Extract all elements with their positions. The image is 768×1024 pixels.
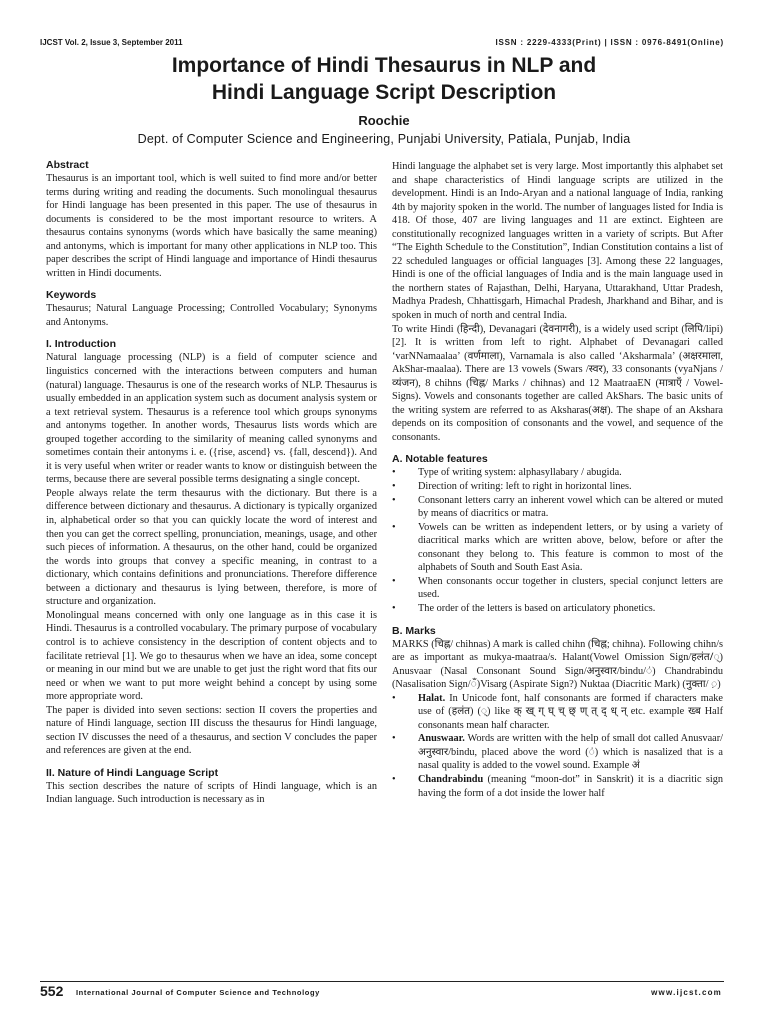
list-item: • The order of the letters is based on articulatory phonetics.	[392, 602, 723, 616]
definition: (meaning “moon-dot” in Sanskrit) it is a diacritic sign having the form of a dot inside the lower half	[418, 773, 723, 799]
marks-paragraph: MARKS (चिह्न/ chihnas) A mark is called chihn (चिह्न; chihna). Following chihn/s are as important as mukya-maatraa/s. Halant(Vowel Omission Sign/हलंत/्) Anusvaar (Nasal Consonant Sound Sign/अनुस्वार/bindu/ं) Chandrabindu (Nasalisation Sign/ँ)Visarg (Aspirate Sign?) Nuktaa (Diacritic Mark) (नुक्ता/ ़)	[392, 638, 723, 691]
body-paragraph: To write Hindi (हिन्दी), Devanagari (देवनागरी), is a widely used script (लिपि/lipi) [2]. It is written from left to right. Alphabet of Devanagari called ‘varNNamaalaa’ (वर्णमाला), Varnamala is also called ‘Aksharmala’ (अक्षरमाला, AkShar-maalaa). There are 13 vowels (Swars /स्वर), 33 consonants (vyaNjans /व्यंजन), 8 chihns (चिह्न/ Marks / chihnas) and 12 MaatraaEN (मात्राएँ / Vowel-Signs). Vowels and consonants together are called AkShars. The basic units of the writing system are referred to as Aksharas(अक्ष). The shape of an Akshara depends on its composition of consonants and the vowel, and sequence of the consonants.	[392, 323, 723, 443]
title-line-2: Hindi Language Script Description	[211, 81, 557, 104]
list-item: • Direction of writing: left to right in horizontal lines.	[392, 480, 723, 494]
list-item	[392, 732, 723, 773]
marks-list	[392, 692, 723, 800]
term: Anuswaar.	[418, 733, 465, 745]
title-line-1: Importance of Hindi Thesaurus in NLP and	[171, 54, 597, 77]
term: Chandrabindu	[418, 773, 484, 785]
introduction-paragraph: The paper is divided into seven sections: section II covers the properties and nature of Hindi language, section III discuss the thesaurus for Hindi language, section IV discusses the need of a thesaurus, and section V concludes the paper and references are given at the end.	[46, 704, 377, 757]
notable-features-list	[392, 466, 723, 615]
abstract-text: Thesaurus is an important tool, which is well suited to find more and/or better terms during writing and reading the documents. Such monolingual thesaurus for Hindi language has been presented in this paper. The use of thesaurus in documents is considered to be the most important resource to writers. A thesaurus contains synonyms (words which have basically the same meaning) and antonyms, which is important for many other applications in NLP too. This paper describes the script of Hindi language and importance of Hindi thesaurus written in Hindi documents.	[46, 173, 377, 279]
list-item: • Vowels can be written as independent letters, or by using a variety of diacritical marks which are written above, below, before or after the consonant they belong to. This feature is common to most of the alphabets of South and South East Asia.	[392, 521, 723, 575]
list-item: • Type of writing system: alphasyllabary / abugida.	[392, 466, 723, 480]
author-affiliation: Dept. of Computer Science and Engineering, Punjabi University, Patiala, Punjab, India	[137, 132, 631, 146]
paper-title	[0, 52, 768, 106]
definition: In Unicode font, half consonants are formed if characters make use of (हलंत) (्) like क् ख् ग् घ् च् छ् ण् त् द् ध् न् etc. example ख्ब Half consonants mean half character.	[418, 692, 723, 731]
list-item	[392, 773, 723, 800]
section-2-paragraph: This section describes the nature of scripts of Hindi language, which is an Indian language. Such introduction is necessary as in	[46, 780, 377, 806]
running-header-right: ISSN : 2229-4333(Print) | ISSN : 0976-8491(Online)	[495, 38, 724, 47]
term: Halat.	[418, 692, 446, 704]
author-name: Roochie	[358, 113, 410, 128]
section-2-heading: II. Nature of Hindi Language Script	[46, 766, 219, 779]
journal-website: www.ijcst.com	[651, 988, 722, 997]
page-number: 552	[40, 983, 64, 999]
introduction-paragraph: People always relate the term thesaurus with the dictionary. But there is a difference between dictionary and thesaurus. A dictionary is typically organized in, alphabetical order so that you can quickly locate the word of interest and then you can get the correct spelling, pronunciation, meanings, usage, and other such pieces of information. A thesaurus, on the other hand, could be organized the words into groups that convey a specific meaning, in contrast to a dictionary, which contains definitions and pronunciations. Therefore difference between a dictionary and thesaurus is lying between, therefore, is more of structure and organization.	[46, 487, 377, 608]
keywords-heading: Keywords	[46, 289, 97, 302]
footer-rule	[40, 981, 724, 982]
abstract-heading: Abstract	[46, 159, 89, 171]
right-column	[392, 160, 723, 800]
introduction-paragraph: Natural language processing (NLP) is a field of computer science and linguistics concerned with the interactions between computers and human (natural) language. Thesaurus is one of the research works of NLP. Thesaurus is usually embedded in an application system such as document analysis system or a text retrieval system. Thesaurus is a reference tool which groups synonyms and antonyms together. In another words, Thesaurus lists words which are grouped together according to the similarity of meaning called synonyms and sometimes contain their antonyms i. e. ({rise, ascend} vs. {fall, descend}). And it is very useful when writer or reader wants to know or distinguish between the terms, because there are several possible terms designating a single concept.	[46, 352, 377, 486]
left-column	[46, 158, 377, 807]
keywords-text: Thesaurus; Natural Language Processing; Controlled Vocabulary; Synonyms and Antonyms.	[46, 303, 377, 328]
notable-features-heading: A. Notable features	[392, 453, 488, 466]
running-header-left: IJCST Vol. 2, Issue 3, September 2011	[40, 38, 183, 47]
marks-heading: B. Marks	[392, 624, 436, 637]
introduction-paragraph: Monolingual means concerned with only one language as in this case it is Hindi. Thesaurus is a controlled vocabulary. The primary purpose of vocabulary control is to achieve consistency in the description of content objects and to facilitate retrieval [1]. We go to thesaurus when we have an idea, some concept or meaning in our mind but we are unable to get just the right word that fits our need or when we want to put more weight behind a concept by using some more appropriate word.	[46, 609, 377, 703]
journal-name: International Journal of Computer Science and Technology	[76, 988, 320, 997]
list-item: • Consonant letters carry an inherent vowel which can be altered or muted by means of diacritics or matra.	[392, 494, 723, 521]
introduction-heading: I. Introduction	[46, 338, 116, 351]
list-item	[392, 692, 723, 733]
list-item: • When consonants occur together in clusters, special conjunct letters are used.	[392, 575, 723, 602]
body-paragraph: Hindi language the alphabet set is very large. Most importantly this alphabet set and shape characteristics of Hindi language scripts are utilized in the development. Hindi is an Indo-Aryan and a national language of India, ranking 4th by majority spoken in the world. The number of languages listed for India is 418. Of those, 407 are living languages and 11 are extinct. Eighteen are constitutionally recognized languages written in a variety of scripts. But After “The Eighth Schedule to the Constitution”, Indian Constitution contains a list of 22 scheduled languages or official languages [3]. Among these 22 languages, Hindi is one of the official languages of India and is the main language used in the northern states of Rajasthan, Delhi, Haryana, Uttarakhand, Uttar Pradesh, Madhya Pradesh, Chhattisgarh, Himachal Pradesh, Jharkhand and Bihar, and is spoken in much of north and central India.	[392, 161, 723, 322]
definition: Words are written with the help of small dot called Anusvaar/अनुस्वार/bindu, placed above the word (ं) which is nasalized that is a nasal quality is added to the vowel sound. Example अं	[418, 733, 723, 772]
